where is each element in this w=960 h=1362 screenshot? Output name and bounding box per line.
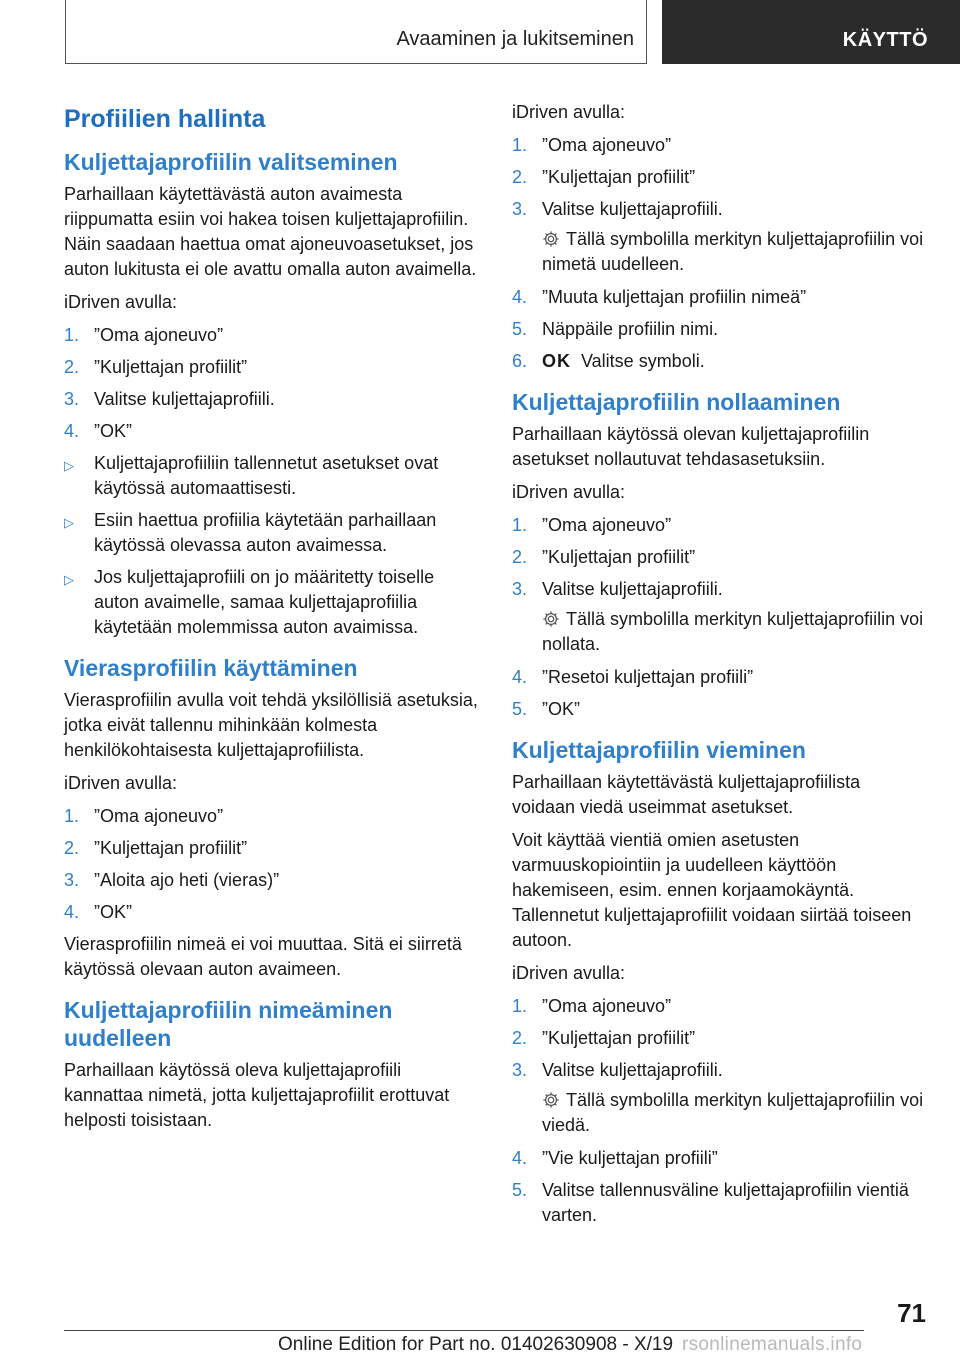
list-item: 2. ”Kuljettajan profiilit”	[64, 838, 248, 858]
header-chapter-title: KÄYTTÖ	[842, 29, 928, 51]
list-item: 3. Valitse kuljettajaprofiili.	[64, 389, 275, 409]
list-item: ▷ Esiin haettua profiilia käytetään parhaillaan käytössä olevassa auton avaimessa.	[64, 508, 480, 558]
step-list	[64, 804, 480, 925]
list-item: 1. ”Oma ajoneuvo”	[512, 996, 672, 1016]
list-item: 1. ”Oma ajoneuvo”	[512, 515, 672, 535]
step-list	[64, 323, 480, 444]
list-item: 3. Valitse kuljettajaprofiili.	[512, 579, 723, 599]
paragraph: iDriven avulla:	[512, 963, 626, 983]
section-heading-rename: Kuljettajaprofiilin nimeäminen uudelleen	[64, 997, 393, 1051]
header-section-title: Avaaminen ja lukitseminen	[396, 28, 634, 50]
section-heading-export: Kuljettajaprofiilin vieminen	[512, 737, 806, 763]
list-item: 6. OK Valitse symboli.	[512, 351, 705, 371]
step-list	[512, 285, 928, 374]
paragraph: Parhaillaan käytettävästä auton avaimesta riippumatta esiin voi hakea toisen kuljettajaprofiilin. Näin saadaan haettua omat ajoneuvoasetukset, jos auton lukitusta ei ole avattu omalla auton avaimella.	[64, 184, 477, 279]
gear-icon	[542, 1091, 560, 1109]
list-item: 5. Valitse tallennusväline kuljettajaprofiilin vientiä varten.	[512, 1180, 909, 1225]
list-item: 2. ”Kuljettajan profiilit”	[512, 167, 696, 187]
list-item: 2. ”Kuljettajan profiilit”	[512, 547, 696, 567]
step-list	[512, 1146, 928, 1228]
header-chapter-tab	[662, 0, 960, 64]
watermark: rsonlinemanuals.info	[682, 1334, 863, 1355]
bullet-list	[64, 451, 480, 640]
list-item: 5. Näppäile profiilin nimi.	[512, 319, 719, 339]
list-item: 1. ”Oma ajoneuvo”	[64, 806, 224, 826]
bullet-triangle-icon: ▷	[64, 572, 74, 587]
list-item: 3. Valitse kuljettajaprofiili.	[512, 199, 723, 219]
ok-icon: OK	[542, 351, 571, 371]
list-item: 3. ”Aloita ajo heti (vieras)”	[64, 870, 280, 890]
list-item: 3. Valitse kuljettajaprofiili.	[512, 1060, 723, 1080]
step-list	[512, 513, 928, 602]
gear-icon	[542, 230, 560, 248]
note: Tällä symbolilla merkityn kuljettajaprofiilin voi viedä.	[542, 1090, 924, 1135]
list-item: 1. ”Oma ajoneuvo”	[64, 325, 224, 345]
list-item: ▷ Kuljettajaprofiiliin tallennetut asetukset ovat käytössä automaattisesti.	[64, 451, 480, 501]
note: Tällä symbolilla merkityn kuljettajaprofiilin voi nollata.	[542, 609, 924, 654]
list-item: 4. ”OK”	[64, 421, 132, 441]
step-list	[512, 665, 928, 722]
list-item: ▷ Jos kuljettajaprofiili on jo määritetty toiselle auton avaimelle, samaa kuljettajaprofiilia käytetään molemmissa auton avaimissa.	[64, 565, 480, 640]
list-item: 2. ”Kuljettajan profiilit”	[512, 1028, 696, 1048]
left-column	[64, 100, 480, 1141]
page-number: 71	[897, 1298, 926, 1328]
paragraph: Parhaillaan käytössä olevan kuljettajaprofiilin asetukset nollautuvat tehdasasetuksiin.	[512, 424, 870, 469]
list-item: 4. ”Resetoi kuljettajan profiili”	[512, 667, 754, 687]
gear-icon	[542, 610, 560, 628]
paragraph: Parhaillaan käytettävästä kuljettajaprofiilista voidaan viedä useimmat asetukset.	[512, 772, 861, 817]
step-list	[512, 994, 928, 1083]
section-heading-reset: Kuljettajaprofiilin nollaaminen	[512, 389, 841, 415]
list-item: 4. ”Vie kuljettajan profiili”	[512, 1148, 718, 1168]
paragraph: iDriven avulla:	[64, 292, 178, 312]
paragraph: iDriven avulla:	[512, 102, 626, 122]
bullet-triangle-icon: ▷	[64, 458, 74, 473]
list-item: 4. ”OK”	[64, 902, 132, 922]
paragraph: iDriven avulla:	[64, 773, 178, 793]
section-heading-select: Kuljettajaprofiilin valitseminen	[64, 149, 398, 175]
section-heading-guest: Vierasprofiilin käyttäminen	[64, 655, 358, 681]
list-item: 1. ”Oma ajoneuvo”	[512, 135, 672, 155]
step-list	[512, 133, 928, 222]
header-section-tab	[65, 0, 647, 64]
footer-edition: Online Edition for Part no. 01402630908 - X/19	[278, 1334, 674, 1355]
footer-divider	[64, 1330, 864, 1331]
paragraph: Voit käyttää vientiä omien asetusten varmuuskopiointiin ja uudelleen käyttöön hakemiseen, esim. ennen korjaamokäyntä. Tallennetut kuljettajaprofiilit voidaan siirtää toiseen autoon.	[512, 830, 912, 950]
paragraph: Vierasprofiilin avulla voit tehdä yksilöllisiä asetuksia, jotka eivät tallennu mihinkään kolmesta henkilökohtaisesta kuljettajaprofiilista.	[64, 690, 478, 760]
list-item: 2. ”Kuljettajan profiilit”	[64, 357, 248, 377]
bullet-triangle-icon: ▷	[64, 515, 74, 530]
page-title: Profiilien hallinta	[64, 105, 266, 133]
right-column	[512, 100, 928, 1235]
paragraph: iDriven avulla:	[512, 482, 626, 502]
list-item: 4. ”Muuta kuljettajan profiilin nimeä”	[512, 287, 807, 307]
paragraph: Parhaillaan käytössä oleva kuljettajaprofiili kannattaa nimetä, jotta kuljettajaprofiilit erottuvat helposti toisistaan.	[64, 1060, 450, 1130]
note: Tällä symbolilla merkityn kuljettajaprofiilin voi nimetä uudelleen.	[542, 229, 924, 274]
paragraph: Vierasprofiilin nimeä ei voi muuttaa. Sitä ei siirretä käytössä olevaan auton avaimeen.	[64, 934, 462, 979]
list-item: 5. ”OK”	[512, 699, 580, 719]
